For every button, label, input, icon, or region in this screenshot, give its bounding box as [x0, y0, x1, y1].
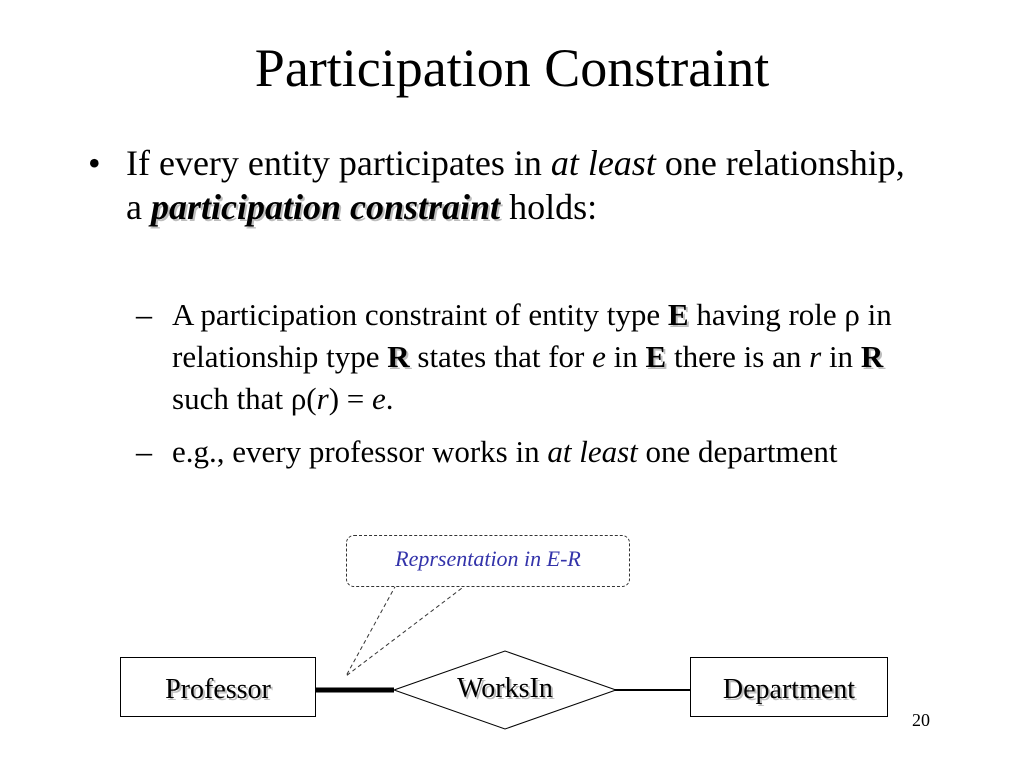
sub1-t3: in relationship type [172, 297, 892, 374]
sub1-r-2: r [316, 381, 329, 416]
sub1-e-2: e [372, 381, 386, 416]
sub1-t10: ) = [328, 381, 373, 416]
bullet-emphasis-at-least: at least [550, 143, 656, 183]
sub1-r: r [809, 339, 822, 374]
sub1-t5: in [605, 339, 646, 374]
sub2-emphasis-at-least: at least [547, 434, 638, 469]
bullet-text-part5: holds: [500, 187, 598, 227]
slide-title: Participation Constraint [254, 38, 770, 98]
page-number: 20 [912, 710, 930, 730]
sub1-rho: ρ [844, 297, 860, 332]
sub1-relationship-R-2: R [860, 339, 884, 374]
relationship-worksin-label: WorksIn [457, 673, 553, 704]
sub2-t1: e.g., every professor works in [172, 434, 548, 469]
sub2-t3: one department [637, 434, 838, 469]
sub1-t1: A participation constraint of entity type [172, 297, 668, 332]
sub1-rho-2: ρ [290, 381, 307, 416]
entity-professor [120, 657, 316, 717]
callout-pointer [346, 585, 466, 676]
sub1-t6: there is an [666, 339, 810, 374]
entity-professor-label: Professor [165, 674, 271, 705]
sub1-relationship-R: R [387, 339, 410, 374]
sub1-e: e [592, 339, 606, 374]
bullet-term-participation-constraint: participation constraint [150, 187, 501, 227]
callout-box [346, 535, 630, 587]
sub-bullet-2-dash: – [136, 433, 152, 469]
bullet-text-part1: If every entity participates in [126, 143, 551, 183]
callout-text: Reprsentation in E-R [395, 546, 581, 571]
bullet-text-part3: one relationship, a [126, 143, 905, 227]
bullet-symbol: • [88, 143, 101, 183]
entity-department [690, 657, 888, 717]
sub1-t7: in [821, 339, 861, 374]
sub1-entity-E-2: E [645, 339, 667, 374]
sub1-t11: . [385, 381, 394, 416]
sub1-t4: states that for [409, 339, 593, 374]
sub1-t2: having role [688, 297, 845, 332]
entity-department-label: Department [722, 674, 856, 705]
sub1-t9: ( [306, 381, 317, 416]
sub1-t8: such that [172, 381, 291, 416]
sub-bullet-1-dash: – [136, 296, 152, 332]
sub1-entity-E: E [667, 297, 689, 332]
